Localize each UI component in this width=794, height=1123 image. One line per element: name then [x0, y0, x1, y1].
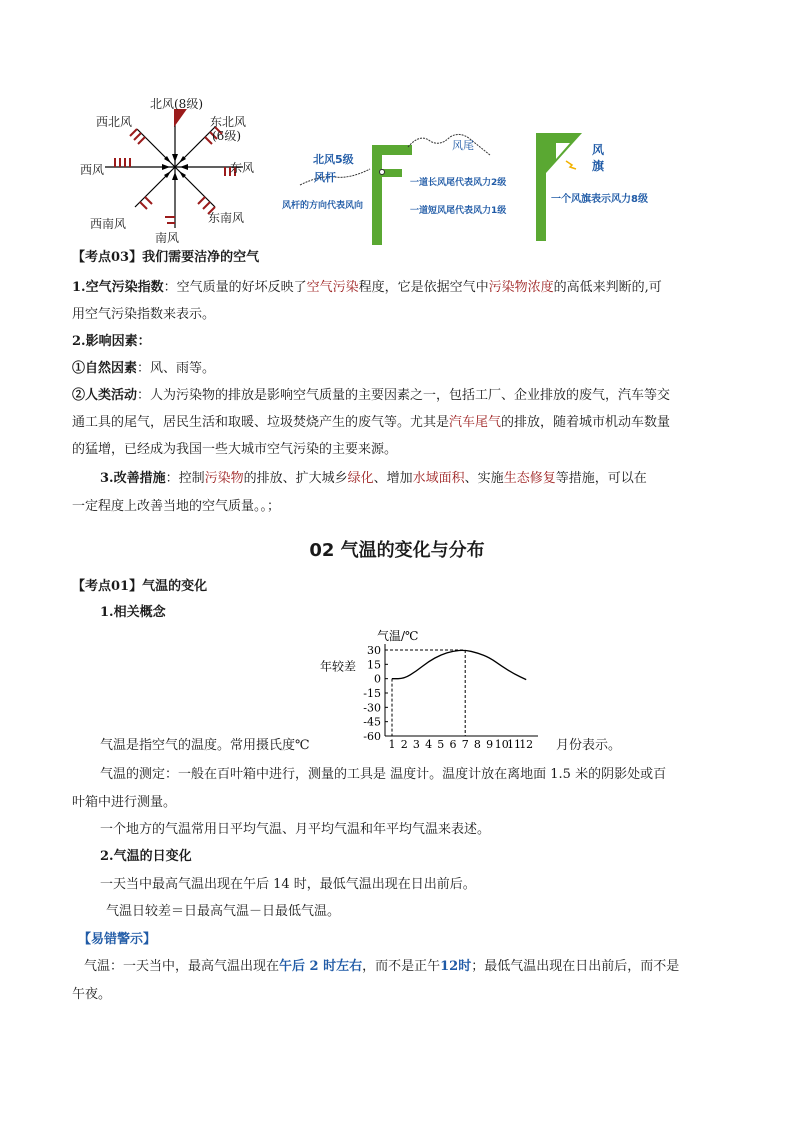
x-tick-label: 7 [461, 738, 469, 751]
flag-tail-label: 风尾 [452, 139, 474, 152]
measurement-line1: 气温的测定：一般在百叶箱中进行，测量的工具是 温度计。温度计放在离地面 1.5 米的阴影处或百 [100, 767, 667, 782]
warning-text-line2: 午夜。 [72, 987, 112, 1002]
temperature-series-line [392, 650, 526, 679]
x-tick-label: 1 [388, 738, 396, 751]
y-tick-label: -45 [363, 715, 381, 729]
x-tick-label: 4 [425, 738, 433, 751]
compass-northeast-label: 东北风 [210, 115, 247, 129]
keyword-greening: 绿化 [347, 471, 374, 486]
aqi-keyword-pollution: 空气污染 [306, 280, 359, 295]
compass-south-label: 南风 [155, 231, 180, 245]
keyword-ecological-restoration: 生态修复 [503, 471, 556, 486]
warning-text-e: ；最低气温出现在日出前后，而不是 [471, 959, 680, 974]
compass-east-label: 东风 [230, 161, 255, 175]
measurement-line2: 叶箱中进行测量。 [72, 795, 177, 810]
section03-title-text: 我们需要洁净的空气 [142, 250, 260, 265]
human-activity-line2-b: 的排放，随着城市机动车数量 [501, 415, 671, 430]
warning-keyword-2pm: 午后 2 时左右 [279, 959, 363, 974]
section01-title [72, 577, 207, 597]
flag-direction-note: 风杆的方向代表风向 [282, 201, 364, 211]
y-tick-label: 0 [374, 672, 381, 686]
influencing-factors-heading: 2.影响因素： [72, 334, 151, 349]
keyword-vehicle-exhaust: 汽车尾气 [449, 415, 502, 430]
x-tick-label: 10 [494, 738, 509, 751]
warning-text-a: 气温：一天当中，最高气温出现在 [84, 959, 280, 974]
warning-text-c: ，而不是正午 [362, 959, 441, 974]
paragraph-human-activity-line3: 的猛增，已经成为我国一些大城市空气污染的主要来源。 [72, 442, 398, 457]
daily-range-formula: 气温日较差＝日最高气温－日最低气温。 [106, 904, 341, 919]
flag-north5-label: 北风5级 [313, 153, 354, 166]
paragraph-aqi [72, 278, 662, 298]
paragraph-aqi-line2: 用空气污染指数来表示。 [72, 307, 216, 322]
keyword-water-area: 水域面积 [412, 471, 465, 486]
measures-text-b: 的排放、扩大城乡 [243, 471, 348, 486]
daily-change-line1: 一天当中最高气温出现在午后 14 时，最低气温出现在日出前后。 [100, 877, 476, 892]
section03-bracket: 【考点03】 [72, 250, 143, 265]
human-activity-label: ②人类活动 [72, 388, 138, 403]
compass-west-label: 西风 [80, 163, 105, 177]
x-tick-label: 2 [400, 738, 408, 751]
flag-long-tail-note: 一道长风尾代表风力2级 [410, 178, 507, 188]
flag-short-tail-note: 一道短风尾代表风力1级 [410, 206, 507, 216]
compass-southwest-label: 西南风 [90, 217, 127, 231]
y-axis-label: 气温/℃ [377, 629, 419, 643]
x-tick-label: 12 [519, 738, 534, 751]
x-tick-label: 5 [437, 738, 445, 751]
human-activity-line2-a: 通工具的尾气，居民生活和取暖、垃圾焚烧产生的废气等。尤其是 [72, 415, 450, 430]
x-tick-label: 9 [486, 738, 494, 751]
annual-temperature-chart [320, 628, 550, 752]
paragraph-human-activity [72, 386, 670, 406]
average-temperature-line: 一个地方的气温常用日平均气温、月平均气温和年平均气温来表述。 [100, 822, 491, 837]
daily-change-heading: 2.气温的日变化 [100, 849, 192, 864]
measures-text-a: ：控制 [165, 471, 205, 486]
y-tick-label: 30 [367, 644, 381, 657]
x-tick-label: 11 [507, 738, 521, 751]
section01-title-text: 气温的变化 [142, 579, 208, 594]
paragraph-natural-factors [72, 359, 215, 379]
temperature-definition-b: 月份表示。 [556, 738, 622, 753]
aqi-text-a: ：空气质量的好坏反映了 [163, 280, 307, 295]
compass-north-label: 北风(8级) [150, 97, 203, 111]
paragraph-human-activity-line2 [72, 413, 670, 433]
compass-northwest-label: 西北风 [96, 115, 133, 129]
temperature-definition-a: 气温是指空气的温度。常用摄氏度℃ [100, 738, 310, 753]
y-tick-label: -15 [363, 687, 381, 700]
flag-pole-label: 风杆 [314, 171, 336, 184]
y-tick-label: 15 [367, 658, 381, 672]
section01-bracket: 【考点01】 [72, 579, 143, 594]
x-tick-label: 6 [449, 738, 457, 751]
natural-factors-label: ①自然因素 [72, 361, 138, 376]
compass-northeast-level: (6级) [212, 129, 241, 143]
chapter-heading: 02 气温的变化与分布 [309, 540, 485, 561]
concepts-heading: 1.相关概念 [100, 605, 166, 620]
measures-text-c: 、增加 [373, 471, 413, 486]
flag-char-feng: 风 [592, 143, 605, 157]
aqi-label: 1.空气污染指数 [72, 280, 164, 295]
paragraph-measures [100, 469, 647, 489]
warning-heading: 【易错警示】 [78, 932, 157, 947]
annual-range-annotation: 年较差 [320, 659, 357, 674]
aqi-text-c: 的高低来判断的,可 [553, 280, 662, 295]
human-activity-text-a: ：人为污染物的排放是影响空气质量的主要因素之一，包括工厂、企业排放的废气，汽车等交 [137, 388, 671, 403]
paragraph-measures-line2: 一定程度上改善当地的空气质量。。； [72, 499, 281, 514]
keyword-pollutants: 污染物 [204, 471, 244, 486]
measures-label: 3.改善措施 [100, 471, 166, 486]
x-tick-label: 8 [473, 738, 481, 751]
section03-title [72, 248, 259, 268]
flag-8-note: 一个风旗表示风力8级 [551, 194, 648, 205]
x-tick-label: 3 [412, 738, 420, 751]
y-tick-label: -30 [363, 701, 381, 715]
aqi-keyword-concentration: 污染物浓度 [488, 280, 554, 295]
measures-text-d: 、实施 [464, 471, 504, 486]
natural-factors-text: ：风、雨等。 [137, 361, 216, 376]
warning-keyword-noon: 12时 [440, 959, 472, 974]
warning-text [84, 957, 679, 977]
aqi-text-b: 程度，它是依据空气中 [358, 280, 489, 295]
measures-text-e: 等措施，可以在 [555, 471, 647, 486]
flag-char-qi: 旗 [592, 159, 605, 173]
compass-southeast-label: 东南风 [208, 211, 245, 225]
y-tick-label: -60 [363, 730, 381, 743]
